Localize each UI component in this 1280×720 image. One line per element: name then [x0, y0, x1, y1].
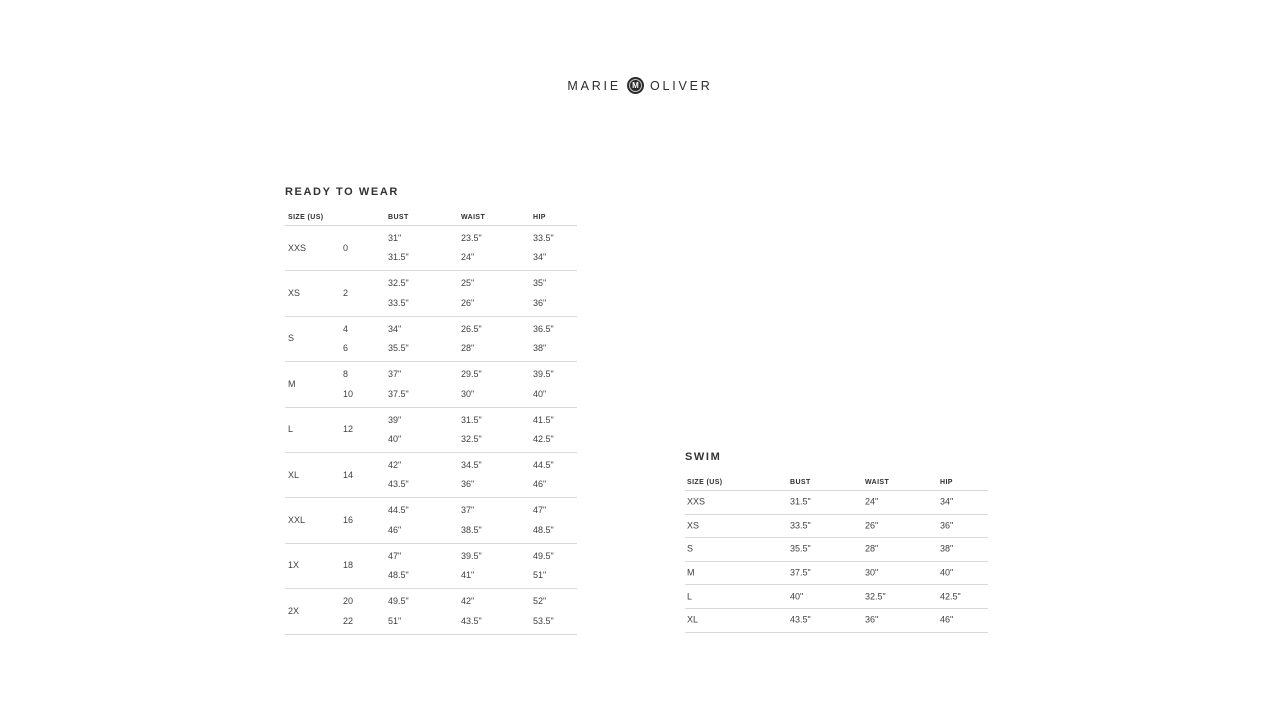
cell-value: 1X: [288, 560, 300, 571]
cell-value: 48.5": [533, 524, 554, 535]
size-label-cell: S: [687, 543, 694, 554]
size-label-cell: [288, 453, 299, 497]
cell-value: 16: [343, 515, 354, 526]
waist-cell: [461, 362, 482, 406]
cell-value: 30": [461, 388, 475, 399]
cell-value: 42": [388, 459, 402, 470]
cell-value: S: [288, 333, 295, 344]
cell-value: 20: [343, 596, 354, 607]
cell-value: XXL: [288, 515, 306, 526]
us-size-cell: [343, 544, 353, 588]
cell-value: 0: [343, 242, 349, 253]
rtw-size-group: [285, 271, 577, 316]
cell-value: 29.5": [461, 369, 482, 380]
hip-cell: [533, 453, 554, 497]
hip-cell: [533, 317, 554, 361]
cell-value: 4: [343, 323, 349, 334]
rtw-size-group: [285, 453, 577, 498]
cell-value: 38.5": [461, 524, 482, 535]
bust-cell: [388, 498, 409, 542]
bust-cell: [388, 544, 409, 588]
swim-section: [685, 451, 988, 633]
waist-cell: [461, 544, 482, 588]
cell-value: L: [288, 424, 294, 435]
bust-cell: 31.5": [790, 496, 811, 507]
size-label-cell: [288, 317, 294, 361]
ready-to-wear-body: [285, 226, 577, 635]
hip-cell: 42.5": [940, 591, 961, 602]
cell-value: XS: [288, 288, 301, 299]
hip-cell: 40": [940, 567, 954, 578]
bust-cell: 43.5": [790, 614, 811, 625]
cell-value: 12: [343, 424, 354, 435]
waist-cell: 32.5": [865, 591, 886, 602]
cell-value: 36.5": [533, 323, 554, 334]
cell-value: 52": [533, 596, 547, 607]
swim-size-row: [685, 585, 988, 609]
cell-value: XXS: [288, 242, 307, 253]
cell-value: 42.5": [533, 433, 554, 444]
waist-cell: [461, 498, 482, 542]
cell-value: 2X: [288, 605, 300, 616]
cell-value: 40": [533, 388, 547, 399]
swim-size-row: [685, 609, 988, 633]
cell-value: 8: [343, 369, 349, 380]
size-label-cell: XXS: [687, 496, 706, 507]
size-label-cell: [288, 362, 296, 406]
cell-value: 39": [388, 414, 402, 425]
rtw-size-group: [285, 226, 577, 271]
rtw-size-group: [285, 544, 577, 589]
hip-cell: [533, 226, 554, 270]
monogram-ring: [629, 79, 642, 92]
cell-value: 48.5": [388, 570, 409, 581]
size-label-cell: M: [687, 567, 695, 578]
bust-cell: [388, 589, 409, 633]
brand-word-marie: MARIE: [567, 78, 621, 93]
bust-cell: [388, 362, 409, 406]
cell-value: 37.5": [388, 388, 409, 399]
hip-cell: 46": [940, 614, 954, 625]
hip-cell: [533, 362, 554, 406]
bust-cell: 37.5": [790, 567, 811, 578]
ready-to-wear-header-row: [285, 212, 577, 226]
bust-cell: [388, 226, 409, 270]
cell-value: 41": [461, 570, 475, 581]
us-size-cell: [343, 408, 353, 452]
cell-value: 43.5": [461, 615, 482, 626]
cell-value: 26.5": [461, 323, 482, 334]
bust-cell: 40": [790, 591, 804, 602]
rtw-size-group: [285, 408, 577, 453]
cell-value: 41.5": [533, 414, 554, 425]
cell-value: 51": [533, 570, 547, 581]
hip-cell: 34": [940, 496, 954, 507]
cell-value: 22: [343, 615, 354, 626]
cell-value: 24": [461, 252, 475, 263]
swim-body: [685, 491, 988, 633]
cell-value: 28": [461, 343, 475, 354]
column-header-size: SIZE (US): [687, 479, 723, 486]
ready-to-wear-title: READY TO WEAR: [285, 186, 399, 198]
cell-value: 31": [388, 233, 402, 243]
waist-cell: 30": [865, 567, 879, 578]
bust-cell: 33.5": [790, 520, 811, 531]
cell-value: 53.5": [533, 615, 554, 626]
hip-cell: 36": [940, 520, 954, 531]
cell-value: 38": [533, 343, 547, 354]
rtw-size-group: [285, 589, 577, 634]
cell-value: 40": [388, 433, 402, 444]
cell-value: 37": [461, 505, 475, 516]
cell-value: 34": [388, 323, 402, 334]
cell-value: 6: [343, 343, 349, 354]
us-size-cell: [343, 453, 353, 497]
swim-size-row: [685, 538, 988, 562]
cell-value: 43.5": [388, 479, 409, 490]
cell-value: 44.5": [533, 459, 554, 470]
cell-value: 31.5": [388, 252, 409, 263]
bust-cell: [388, 317, 409, 361]
size-label-cell: [288, 589, 299, 633]
cell-value: 39.5": [461, 550, 482, 561]
cell-value: 18: [343, 560, 354, 571]
waist-cell: [461, 408, 482, 452]
hip-cell: [533, 544, 554, 588]
cell-value: 14: [343, 469, 354, 480]
cell-value: 34.5": [461, 459, 482, 470]
us-size-cell: [343, 498, 353, 542]
swim-size-row: [685, 515, 988, 539]
waist-cell: [461, 317, 482, 361]
cell-value: 33.5": [388, 297, 409, 308]
size-label-cell: XS: [687, 520, 700, 531]
column-header-hip: HIP: [940, 479, 953, 486]
cell-value: 47": [388, 550, 402, 561]
cell-value: 44.5": [388, 505, 409, 516]
cell-value: 51": [388, 615, 402, 626]
cell-value: 32.5": [388, 278, 409, 289]
cell-value: 39.5": [533, 369, 554, 380]
us-size-cell: [343, 271, 348, 315]
swim-size-row: [685, 562, 988, 586]
cell-value: 46": [388, 524, 402, 535]
column-header-waist: WAIST: [461, 214, 486, 221]
cell-value: 2: [343, 288, 349, 299]
column-header-hip: HIP: [533, 214, 546, 221]
waist-cell: [461, 453, 482, 497]
column-header-bust: BUST: [790, 479, 811, 486]
cell-value: M: [288, 378, 296, 389]
bust-cell: [388, 453, 409, 497]
ready-to-wear-section: [285, 186, 577, 635]
cell-value: 10: [343, 388, 354, 399]
cell-value: 35": [533, 278, 547, 289]
waist-cell: [461, 226, 482, 270]
waist-cell: 26": [865, 520, 879, 531]
swim-header-row: [685, 477, 988, 491]
size-label-cell: XL: [687, 614, 699, 625]
waist-cell: [461, 589, 482, 633]
bust-cell: [388, 271, 409, 315]
size-label-cell: [288, 544, 299, 588]
waist-cell: 24": [865, 496, 879, 507]
size-label-cell: L: [687, 591, 693, 602]
cell-value: XL: [288, 469, 300, 480]
column-header-bust: BUST: [388, 214, 409, 221]
cell-value: 47": [533, 505, 547, 516]
us-size-cell: [343, 317, 348, 361]
cell-value: 25": [461, 278, 475, 289]
us-size-cell: [343, 589, 353, 633]
cell-value: 49.5": [388, 596, 409, 607]
cell-value: 33.5": [533, 233, 554, 243]
brand-monogram-icon: [627, 77, 644, 94]
us-size-cell: [343, 362, 353, 406]
cell-value: 23.5": [461, 233, 482, 243]
cell-value: 35.5": [388, 343, 409, 354]
swim-title: SWIM: [685, 451, 722, 463]
size-label-cell: [288, 498, 305, 542]
hip-cell: [533, 408, 554, 452]
bust-cell: [388, 408, 401, 452]
waist-cell: [461, 271, 474, 315]
rtw-size-group: [285, 362, 577, 407]
cell-value: 34": [533, 252, 547, 263]
cell-value: 37": [388, 369, 402, 380]
hip-cell: 38": [940, 543, 954, 554]
cell-value: 31.5": [461, 414, 482, 425]
size-label-cell: [288, 408, 293, 452]
bust-cell: 35.5": [790, 543, 811, 554]
brand-word-oliver: OLIVER: [649, 78, 713, 93]
column-header-waist: WAIST: [865, 479, 890, 486]
cell-value: 36": [461, 479, 475, 490]
waist-cell: 28": [865, 543, 879, 554]
us-size-cell: [343, 226, 348, 270]
swim-size-row: [685, 491, 988, 515]
hip-cell: [533, 589, 554, 633]
cell-value: 26": [461, 297, 475, 308]
hip-cell: [533, 271, 546, 315]
hip-cell: [533, 498, 554, 542]
column-header-size: SIZE (US): [288, 214, 324, 221]
cell-value: 46": [533, 479, 547, 490]
rtw-size-group: [285, 498, 577, 543]
cell-value: 49.5": [533, 550, 554, 561]
brand-logo: [0, 77, 1280, 94]
waist-cell: 36": [865, 614, 879, 625]
cell-value: 32.5": [461, 433, 482, 444]
size-label-cell: [288, 226, 306, 270]
size-label-cell: [288, 271, 300, 315]
cell-value: 42": [461, 596, 475, 607]
monogram-letter: M: [632, 80, 639, 90]
cell-value: 36": [533, 297, 547, 308]
rtw-size-group: [285, 317, 577, 362]
